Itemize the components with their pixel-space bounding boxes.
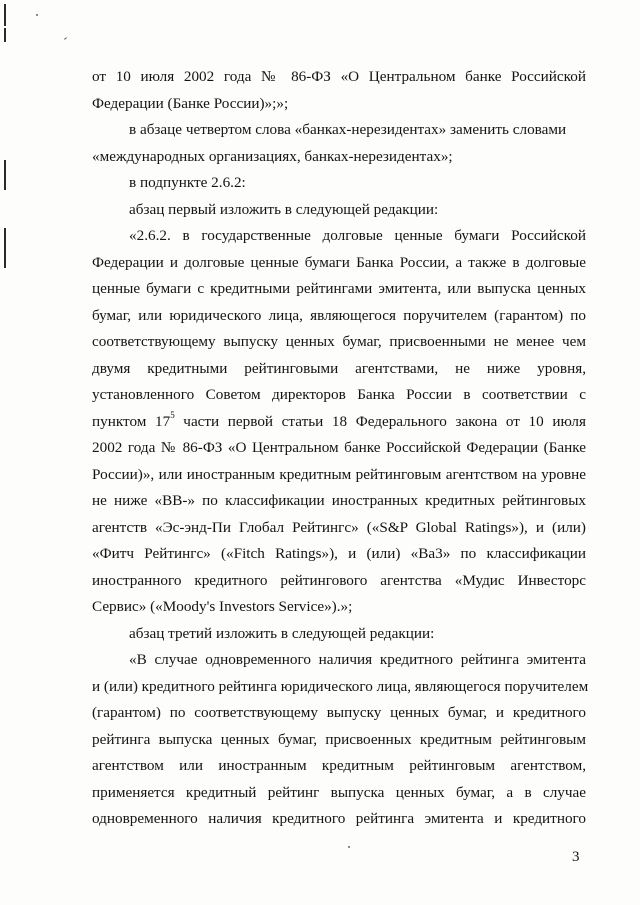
paragraph-line: «В случае одновременного наличия кредитного рейтинга эмитента [129, 651, 586, 668]
page-number: 3 [572, 849, 580, 865]
paragraph-line: абзац третий изложить в следующей редакции: [129, 624, 435, 642]
paragraph-line: соответствующему выпуску ценных бумаг, присвоенными не менее чем [92, 333, 586, 350]
paragraph-line: 2002 года № 86-ФЗ «О Центральном банке Российской Федерации (Банке [92, 439, 586, 456]
paragraph-line: Сервис» («Moody's Investors Service»).»; [92, 598, 353, 615]
paragraph-line: и (или) кредитного рейтинга юридического лица, являющегося поручителем [92, 677, 589, 695]
scan-edge-mark [4, 160, 6, 190]
paragraph-line: «2.6.2. в государственные долговые ценные бумаги Российской [129, 227, 586, 244]
scan-edge-mark [4, 28, 6, 42]
scan-speck [64, 37, 67, 40]
paragraph-line: не ниже «BB-» по классификации иностранных кредитных рейтинговых [92, 492, 586, 509]
scan-speck [36, 14, 38, 16]
document-body [92, 64, 589, 833]
paragraph-line: «международных организациях, банках-нерезидентах»; [92, 147, 453, 165]
line-text: пунктом 17 [92, 412, 171, 430]
paragraph-line: в подпункте 2.6.2: [129, 174, 246, 191]
paragraph-line: бумаг, или юридического лица, являющегося поручителем (гарантом) по [92, 306, 586, 324]
paragraph-line: одновременного наличия кредитного рейтинга эмитента и кредитного [92, 810, 586, 827]
paragraph-line: агентством или иностранным кредитным рейтинговым агентством, [92, 757, 586, 774]
scan-edge-mark [4, 4, 6, 26]
paragraph-line: Федерации (Банке России)»;»; [92, 94, 289, 112]
paragraph-line: рейтинга выпуска ценных бумаг, присвоенных кредитным рейтинговым [92, 730, 586, 748]
scan-edge-mark [4, 228, 6, 268]
paragraph-line: «Фитч Рейтингс» («Fitch Ratings»), и (или) «Ba3» по классификации [92, 545, 586, 562]
paragraph-line: ценные бумаги с кредитными рейтингами эмитента, или выпуска ценных [92, 280, 586, 297]
superscript: 5 [170, 409, 175, 420]
paragraph-line: Федерации и долговые ценные бумаги Банка России, а также в долговые [92, 253, 586, 271]
paragraph-line: иностранного кредитного рейтингового агентства «Мудис Инвесторс [92, 571, 586, 589]
paragraph-line: установленного Советом директоров Банка России в соответствии с [92, 386, 586, 403]
paragraph-line: абзац первый изложить в следующей редакции: [129, 200, 439, 218]
paragraph-line: двумя кредитными рейтинговыми агентствами, не ниже уровня, [92, 359, 586, 377]
paragraph-line: России)», или иностранным кредитным рейтинговым агентством на уровне [92, 465, 586, 483]
paragraph-line: от 10 июля 2002 года № 86-ФЗ «О Центральном банке Российской [92, 68, 586, 85]
paragraph-line: агентств «Эс-энд-Пи Глобал Рейтингс» («S&P Global Ratings»), и (или) [92, 518, 586, 536]
scan-speck [348, 846, 350, 848]
paragraph-line-with-superscript [92, 409, 586, 436]
paragraph-line: применяется кредитный рейтинг выпуска ценных бумаг, а в случае [92, 783, 586, 801]
paragraph-line: в абзаце четвертом слова «банках-нерезидентах» заменить словами [129, 121, 567, 138]
line-text: части первой статьи 18 Федерального закона от 10 июля [174, 412, 586, 430]
paragraph-line: (гарантом) по соответствующему выпуску ценных бумаг, и кредитного [92, 704, 586, 721]
